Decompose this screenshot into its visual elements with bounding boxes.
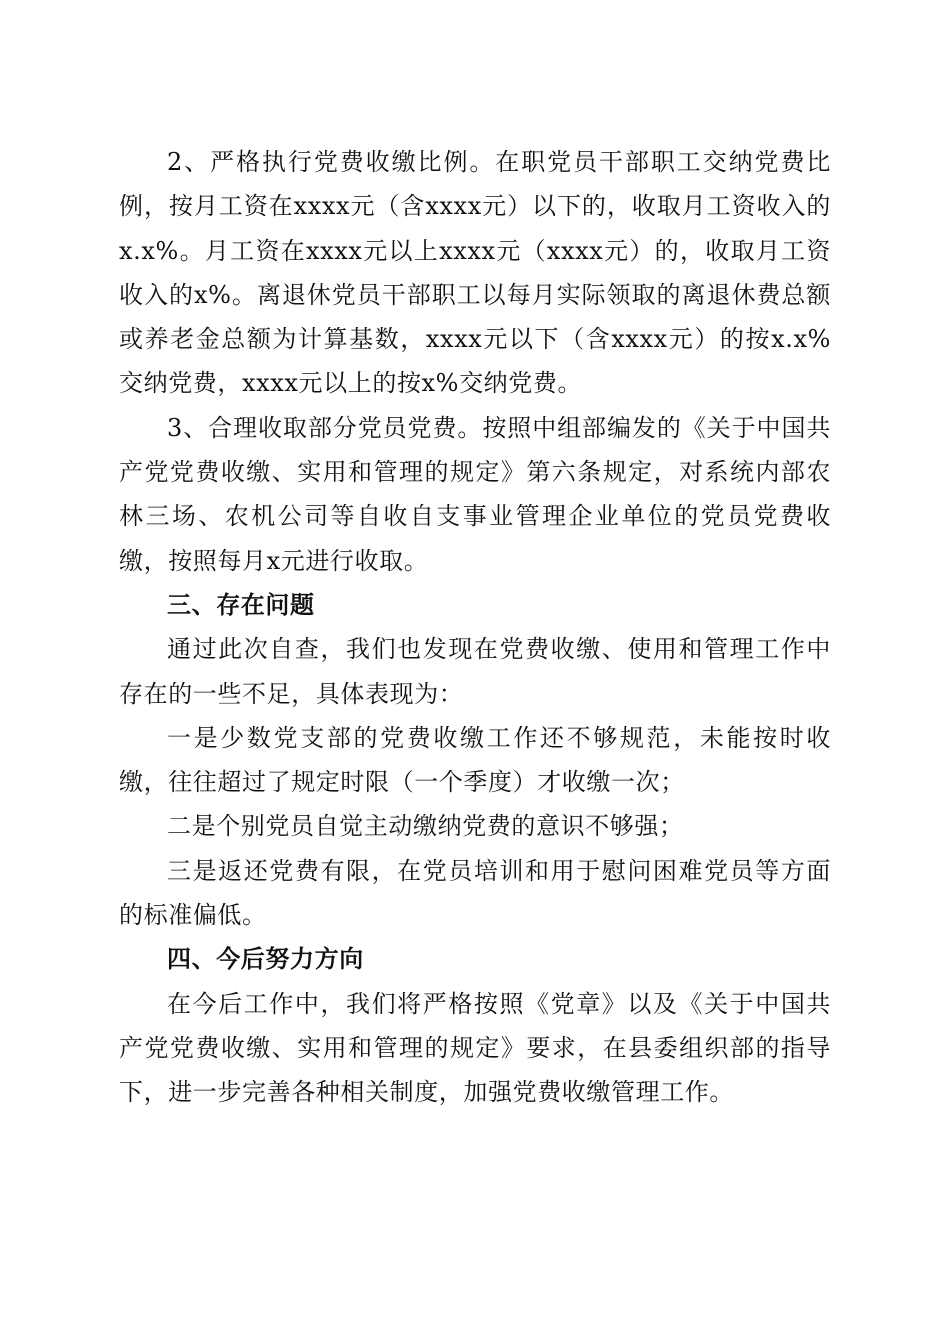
paragraph-future-work: 在今后工作中，我们将严格按照《党章》以及《关于中国共产党党费收缴、实用和管理的规定》要求，在县委组织部的指导下，进一步完善各种相关制度，加强党费收缴管理工作。 bbox=[119, 989, 831, 1107]
paragraph-collection-ratio: 2、严格执行党费收缴比例。在职党员干部职工交纳党费比例，按月工资在xxxx元（含xxxx元）以下的，收取月工资收入的x.x%。月工资在xxxx元以上xxxx元（xxxx元）的，收取月工资收入的x%。离退休党员干部职工以每月实际领取的离退休费总额或养老金总额为计算基数，xxxx元以下（含xxxx元）的按x.x%交纳党费，xxxx元以上的按x%交纳党费。 bbox=[119, 148, 831, 398]
paragraph-problems-intro: 通过此次自查，我们也发现在党费收缴、使用和管理工作中存在的一些不足，具体表现为： bbox=[119, 635, 831, 708]
section-heading-problems: 三、存在问题 bbox=[167, 590, 315, 619]
paragraph-problem-one: 一是少数党支部的党费收缴工作还不够规范，未能按时收缴，往往超过了规定时限（一个季度）才收缴一次； bbox=[119, 723, 831, 797]
paragraph-partial-collection: 3、合理收取部分党员党费。按照中组部编发的《关于中国共产党党费收缴、实用和管理的规定》第六条规定，对系统内部农林三场、农机公司等自收自支事业管理企业单位的党员党费收缴，按照每月x元进行收取。 bbox=[119, 413, 831, 575]
document-page bbox=[119, 140, 831, 1115]
paragraph-problem-three: 三是返还党费有限，在党员培训和用于慰问困难党员等方面的标准偏低。 bbox=[119, 856, 831, 930]
paragraph-problem-two: 二是个别党员自觉主动缴纳党费的意识不够强； bbox=[167, 812, 684, 841]
section-heading-future-direction: 四、今后努力方向 bbox=[167, 945, 364, 974]
